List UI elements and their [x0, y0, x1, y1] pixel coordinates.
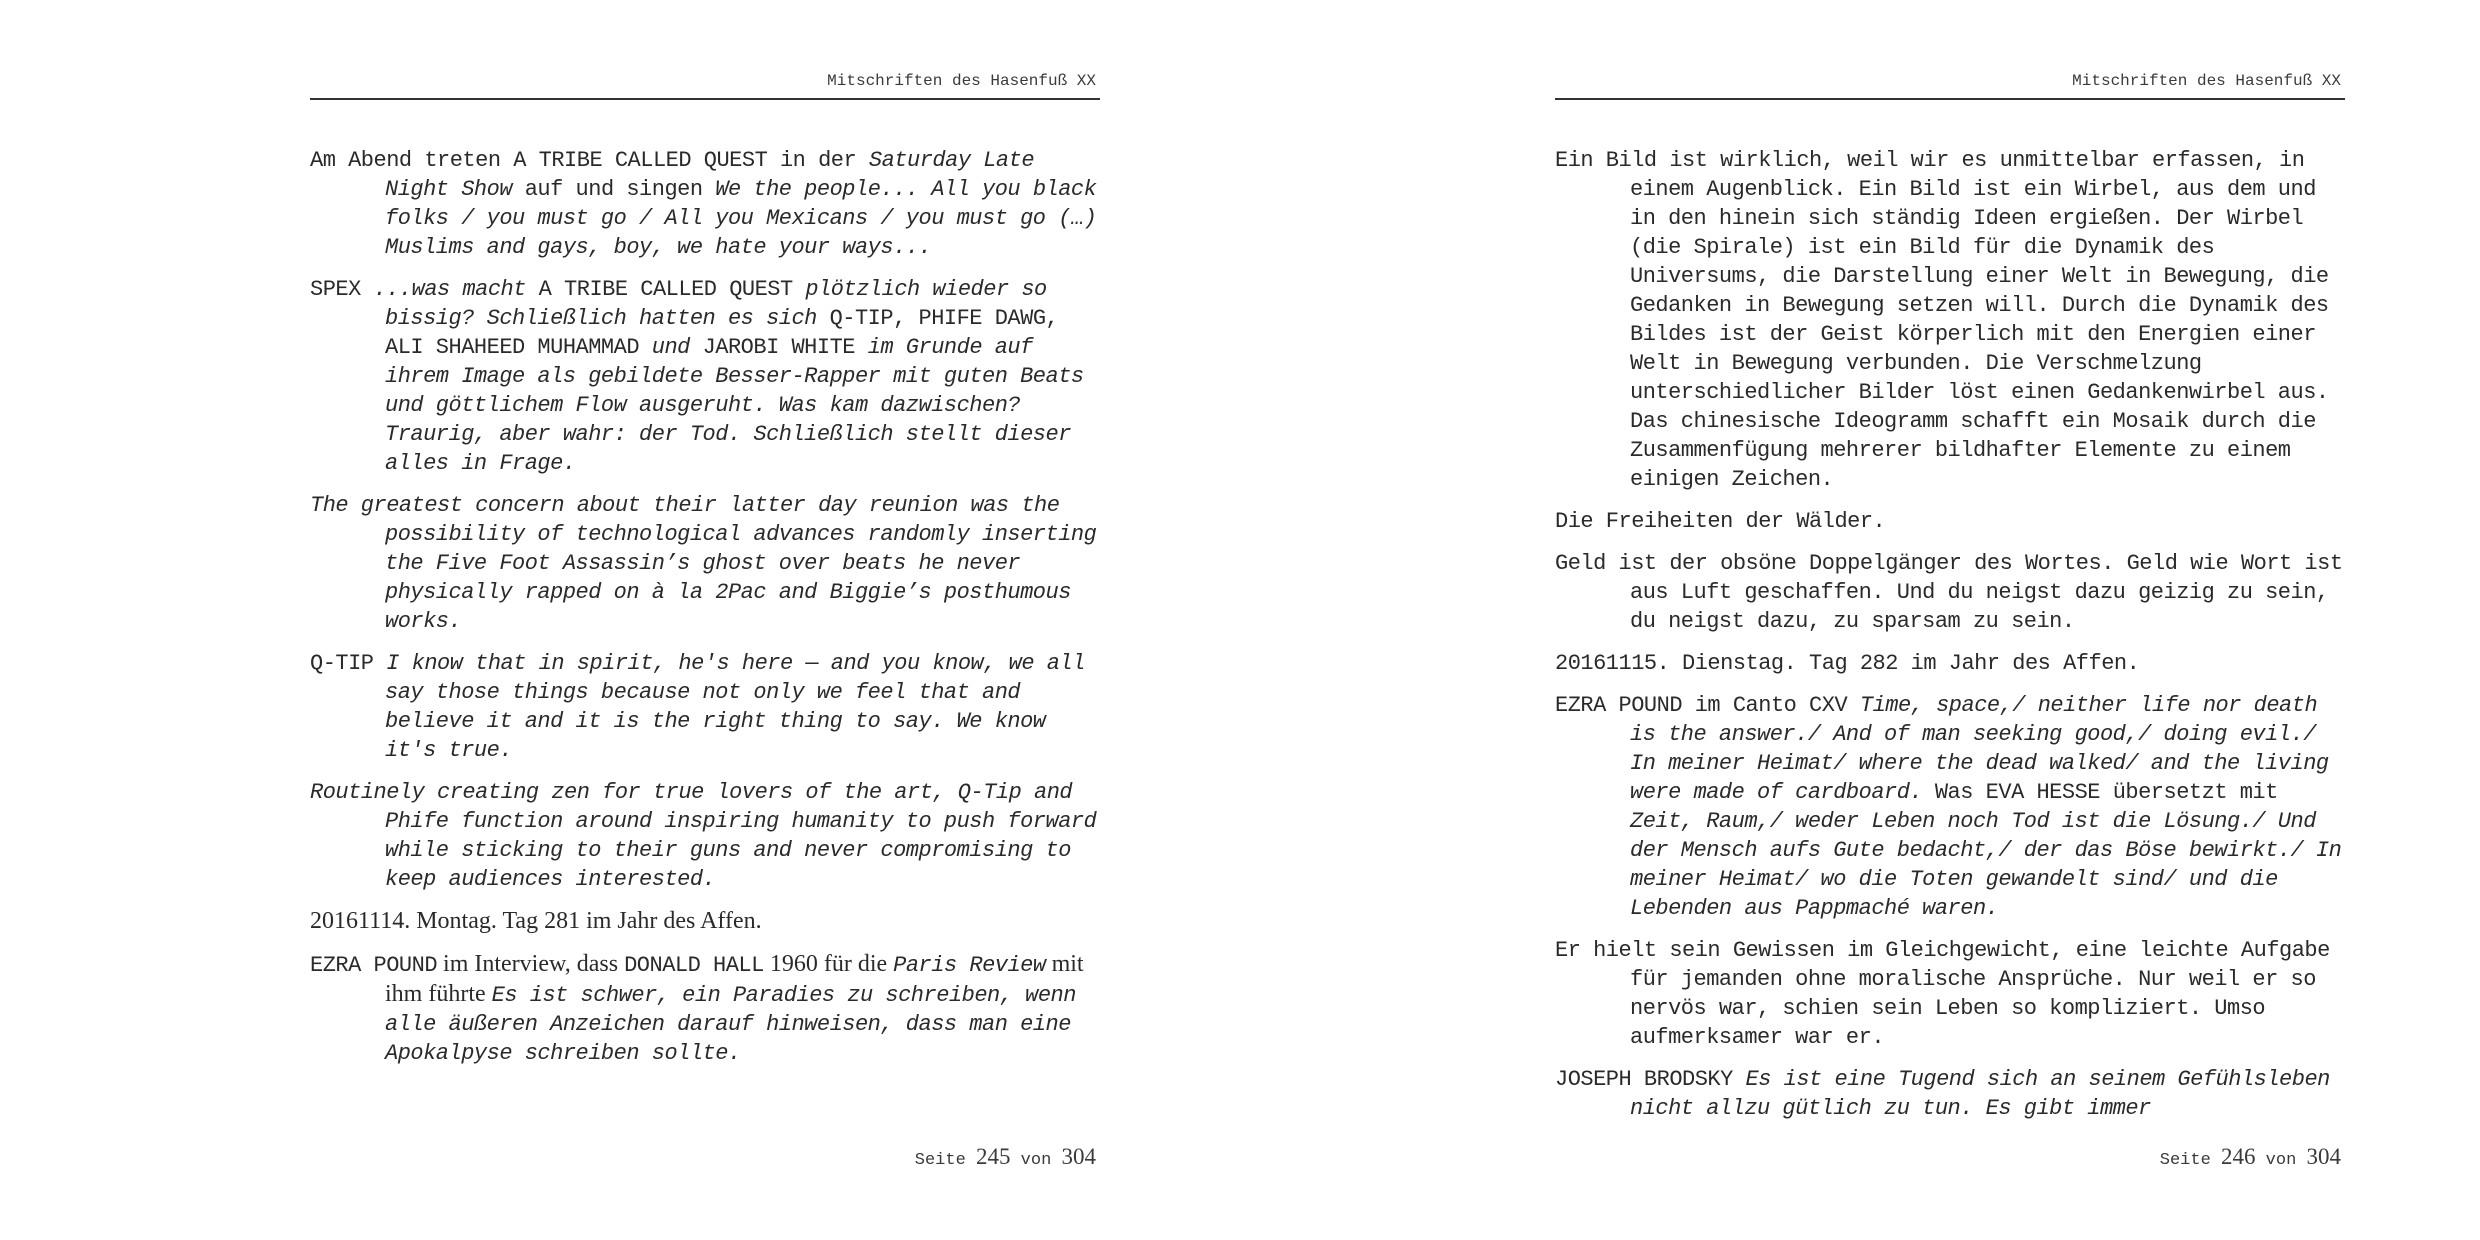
text-run: Ein Bild ist wirklich, weil wir es unmittelbar erfassen, in einem Augenblick. Ein Bild ist ein Wirbel, aus dem und in den hinein sich ständig Ideen ergießen. Der Wirbel (die Spirale) ist ein Bild für die Dynamik des Universums, die Darstellung einer Welt in Bewegung, die Gedanken in Bewegung setzen will. Durch die Dynamik des Bildes ist der Geist körperlich mit den Energien einer Welt in Bewegung verbunden. Die Verschmelzung unterschiedlicher Bilder löst einen Gedankenwirbel aus. Das chinesische Ideogramm schafft ein Mosaik durch die Zusammenfügung mehrerer bildhafter Elemente zu einem einigen Zeichen.: [1555, 148, 2329, 492]
page-total: 304: [1061, 1144, 1096, 1169]
paragraph: [310, 275, 1100, 478]
quote-run: Saturday Late Night Show: [385, 148, 1035, 202]
text-run: Q-TIP: [310, 651, 387, 676]
text-run: Die Freiheiten der Wälder.: [1555, 509, 1886, 534]
running-header: [1555, 72, 2345, 100]
page-footer: [915, 1144, 1096, 1170]
text-run: im Interview, dass: [437, 951, 625, 977]
text-run: Geld ist der obsöne Doppelgänger des Wortes. Geld wie Wort ist aus Luft geschaffen. Und du neigst dazu geizig zu sein, du neigst dazu, zu sparsam zu sein.: [1555, 551, 2343, 634]
footer-prefix: Seite: [914, 1151, 976, 1170]
text-run: DONALD HALL: [624, 953, 764, 978]
text-run: im Canto CXV: [1682, 693, 1860, 718]
text-run: Er hielt sein Gewissen im Gleichgewicht, eine leichte Aufgabe für jemanden ohne moralische Ansprüche. Nur weil er so nervös war, schien sein Leben so kompliziert. Umso aufmerksamer war er.: [1555, 938, 2330, 1050]
page-number: 245: [975, 1144, 1011, 1169]
quote-run: Zeit, Raum,/ weder Leben noch Tod ist die Lösung./ Und der Mensch aufs Gute bedacht,/ der das Böse bewirkt./ In meiner Heimat/ wo die Toten gewandelt sind/ und die Lebenden aus Pappmaché waren.: [1630, 809, 2342, 921]
paragraph: [310, 950, 1100, 1068]
quote-run: im Grunde auf ihrem Image als gebildete Besser-Rapper mit guten Beats und göttlichem Flow ausgeruht. Was kam dazwischen? Traurig, aber wahr: der Tod. Schließlich stellt dieser alles in Frage.: [385, 335, 1084, 476]
text-run: JAROBI WHITE: [702, 335, 855, 360]
quote-run: und: [639, 335, 703, 360]
quote-run: I know that in spirit, he's here — and you know, we all say those things because not only we feel that and believe it and it is the right thing to say. We know it's true.: [385, 651, 1085, 763]
quote-run: Time, space,/ neither life nor death is the answer./ And of man seeking good,/ doing evil./ In meiner Heimat/ where the dead walked/ and the living were made of cardboard.: [1630, 693, 2329, 805]
text-run: Am Abend treten A TRIBE CALLED QUEST in der: [310, 148, 869, 173]
text-run: 20161114. Montag. Tag 281 im Jahr des Affen.: [310, 908, 762, 934]
page-body: [1555, 146, 2345, 1136]
header-title: Mitschriften des Hasenfuß XX: [2072, 72, 2341, 90]
text-run: A TRIBE CALLED QUEST: [538, 277, 793, 302]
text-run: EVA HESSE: [1985, 780, 2100, 805]
page-number: 246: [2220, 1144, 2256, 1169]
page-body: [310, 146, 1100, 1081]
text-run: EZRA POUND: [1555, 693, 1683, 718]
quote-run: Paris Review: [893, 953, 1046, 978]
text-run: EZRA POUND: [310, 953, 438, 978]
quote-run: plötzlich wieder so bissig? Schließlich hatten es sich: [385, 277, 1047, 331]
text-run: Was: [1922, 780, 1986, 805]
quote-run: The greatest concern about their latter day reunion was the possibility of technological advances randomly inserting the Five Foot Assassin’s ghost over beats he never physically rapped on à la 2Pac and Biggie’s posthumous works.: [310, 493, 1097, 634]
page-total: 304: [2306, 1144, 2341, 1169]
paragraph: [310, 907, 1100, 937]
paragraph: [310, 649, 1100, 765]
text-run: JOSEPH BRODSKY: [1555, 1067, 1733, 1092]
text-run: mit ihm führte: [385, 951, 1084, 1007]
left-page: [310, 0, 1100, 1240]
footer-middle: von: [1010, 1151, 1062, 1170]
text-run: übersetzt mit: [2100, 780, 2278, 805]
paragraph: [1555, 549, 2345, 636]
page-footer: [2160, 1144, 2341, 1170]
quote-run: Routinely creating zen for true lovers of the art, Q-Tip and Phife function around inspiring humanity to push forward while sticking to their guns and never compromising to keep audiences interested.: [310, 780, 1097, 892]
footer-middle: von: [2255, 1151, 2307, 1170]
quote-run: Es ist schwer, ein Paradies zu schreiben, wenn alle äußeren Anzeichen darauf hinweisen, dass man eine Apokalpyse schreiben sollte.: [385, 983, 1076, 1066]
header-title: Mitschriften des Hasenfuß XX: [827, 72, 1096, 90]
paragraph: [310, 491, 1100, 636]
text-run: 1960 für die: [763, 951, 894, 977]
running-header: [310, 72, 1100, 100]
text-run: SPEX: [310, 277, 374, 302]
quote-run: Es ist eine Tugend sich an seinem Gefühlsleben nicht allzu gütlich zu tun. Es gibt immer: [1630, 1067, 2330, 1121]
quote-run: ...was macht: [373, 277, 539, 302]
right-page: [1555, 0, 2345, 1240]
paragraph: [310, 778, 1100, 894]
text-run: 20161115. Dienstag. Tag 282 im Jahr des Affen.: [1555, 651, 2140, 676]
text-run: auf und singen: [512, 177, 716, 202]
paragraph: [1555, 691, 2345, 923]
footer-prefix: Seite: [2159, 1151, 2221, 1170]
paragraph: [310, 146, 1100, 262]
paragraph: [1555, 1065, 2345, 1123]
quote-run: We the people... All you black folks / you must go / All you Mexicans / you must go (…) Muslims and gays, boy, we hate your ways...: [385, 177, 1097, 260]
paragraph: [1555, 649, 2345, 678]
paragraph: [1555, 146, 2345, 494]
paragraph: [1555, 507, 2345, 536]
text-run: Q-TIP, PHIFE DAWG, ALI SHAHEED MUHAMMAD: [385, 306, 1059, 360]
paragraph: [1555, 936, 2345, 1052]
